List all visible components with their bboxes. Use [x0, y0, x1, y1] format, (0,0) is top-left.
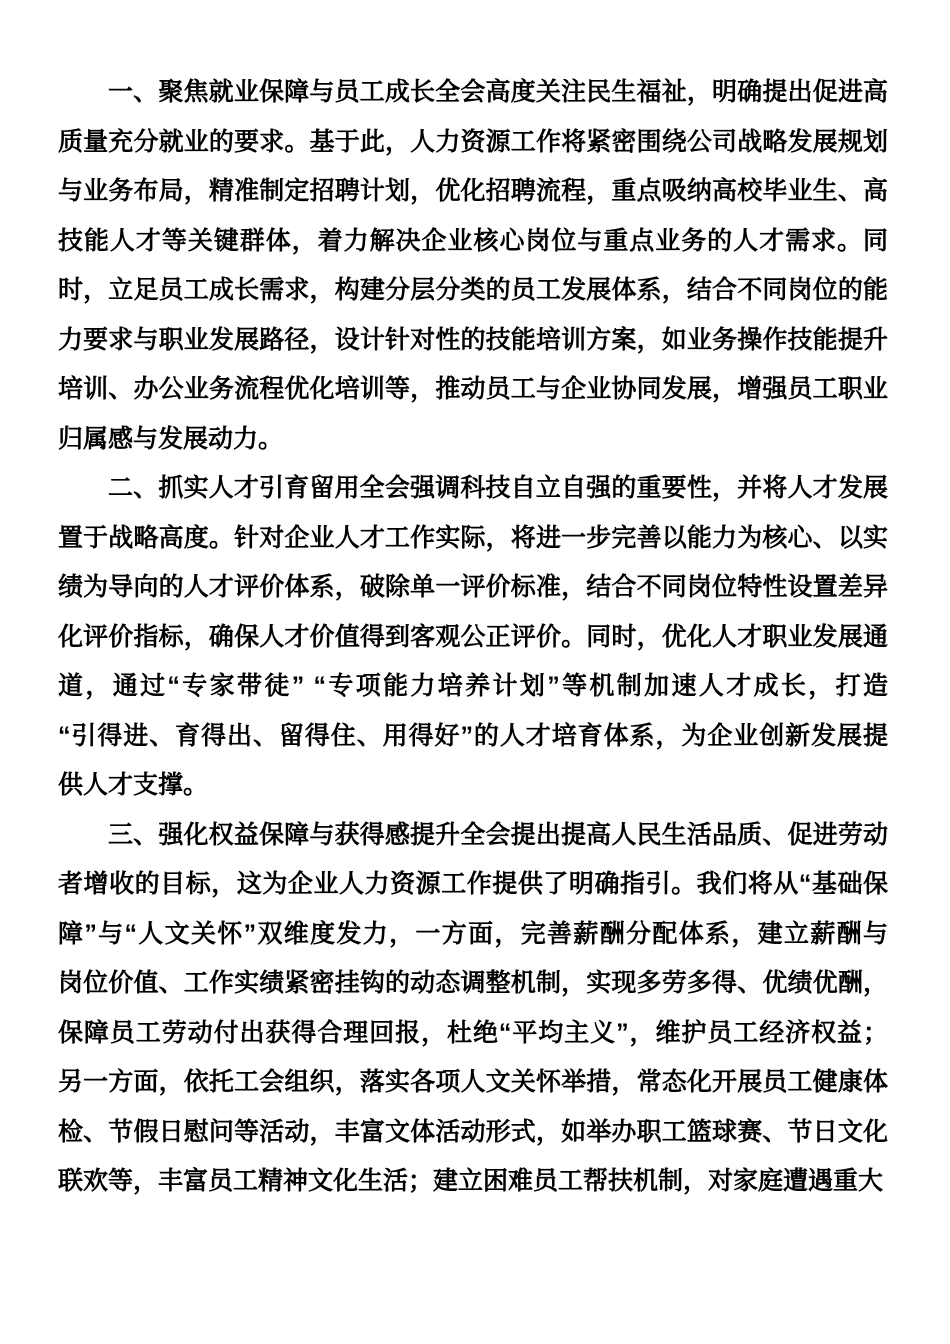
document-body: [58, 68, 888, 1207]
text-line: 岗位价值、工作实绩紧密挂钩的动态调整机制，实现多劳多得、优绩优酬，: [58, 969, 888, 997]
text-line: 技能人才等关键群体，着力解决企业核心岗位与重点业务的人才需求。同: [58, 226, 888, 255]
text-line: 联欢等，丰富员工精神文化生活；建立困难员工帮扶机制，对家庭遭遇重大: [58, 1167, 884, 1195]
text-line: 三、强化权益保障与获得感提升全会提出提高人民生活品质、促进劳动: [108, 820, 888, 849]
paragraph-1-employment-security: [58, 68, 888, 464]
paragraph-2-talent-development: [58, 464, 888, 811]
text-line: 者增收的目标，这为企业人力资源工作提供了明确指引。我们将从“基础保: [58, 870, 888, 898]
text-line: 道，通过“专家带徒” “专项能力培养计划”等机制加速人才成长，打造: [58, 672, 888, 700]
text-line: 与业务布局，精准制定招聘计划，优化招聘流程，重点吸纳高校毕业生、高: [58, 177, 888, 205]
text-line: 保障员工劳动付出获得合理回报，杜绝“平均主义”，维护员工经济权益；: [58, 1018, 888, 1047]
text-line: 归属感与发展动力。: [58, 424, 284, 453]
text-line: “引得进、育得出、留得住、用得好”的人才培育体系，为企业创新发展提: [58, 721, 888, 750]
text-line: 绩为导向的人才评价体系，破除单一评价标准，结合不同岗位特性设置差异: [58, 573, 888, 601]
paragraph-3-rights-protection: [58, 811, 888, 1207]
text-line: 培训、办公业务流程优化培训等，推动员工与企业协同发展，增强员工职业: [58, 375, 888, 403]
text-line: 二、抓实人才引育留用全会强调科技自立自强的重要性，并将人才发展: [108, 474, 888, 502]
text-line: 一、聚焦就业保障与员工成长全会高度关注民生福祉，明确提出促进高: [108, 78, 888, 106]
text-line: 障”与“人文关怀”双维度发力，一方面，完善薪酬分配体系，建立薪酬与: [58, 919, 888, 948]
text-line: 另一方面，依托工会组织，落实各项人文关怀举措，常态化开展员工健康体: [58, 1068, 888, 1096]
text-line: 质量充分就业的要求。基于此，人力资源工作将紧密围绕公司战略发展规划: [58, 127, 888, 156]
text-line: 化评价指标，确保人才价值得到客观公正评价。同时，优化人才职业发展通: [58, 622, 888, 651]
text-line: 检、节假日慰问等活动，丰富文体活动形式，如举办职工篮球赛、节日文化: [58, 1117, 888, 1146]
text-line: 时，立足员工成长需求，构建分层分类的员工发展体系，结合不同岗位的能: [58, 276, 888, 304]
text-line: 供人才支撑。: [58, 771, 209, 799]
text-line: 力要求与职业发展路径，设计针对性的技能培训方案，如业务操作技能提升: [58, 325, 888, 354]
text-line: 置于战略高度。针对企业人才工作实际，将进一步完善以能力为核心、以实: [58, 523, 888, 552]
